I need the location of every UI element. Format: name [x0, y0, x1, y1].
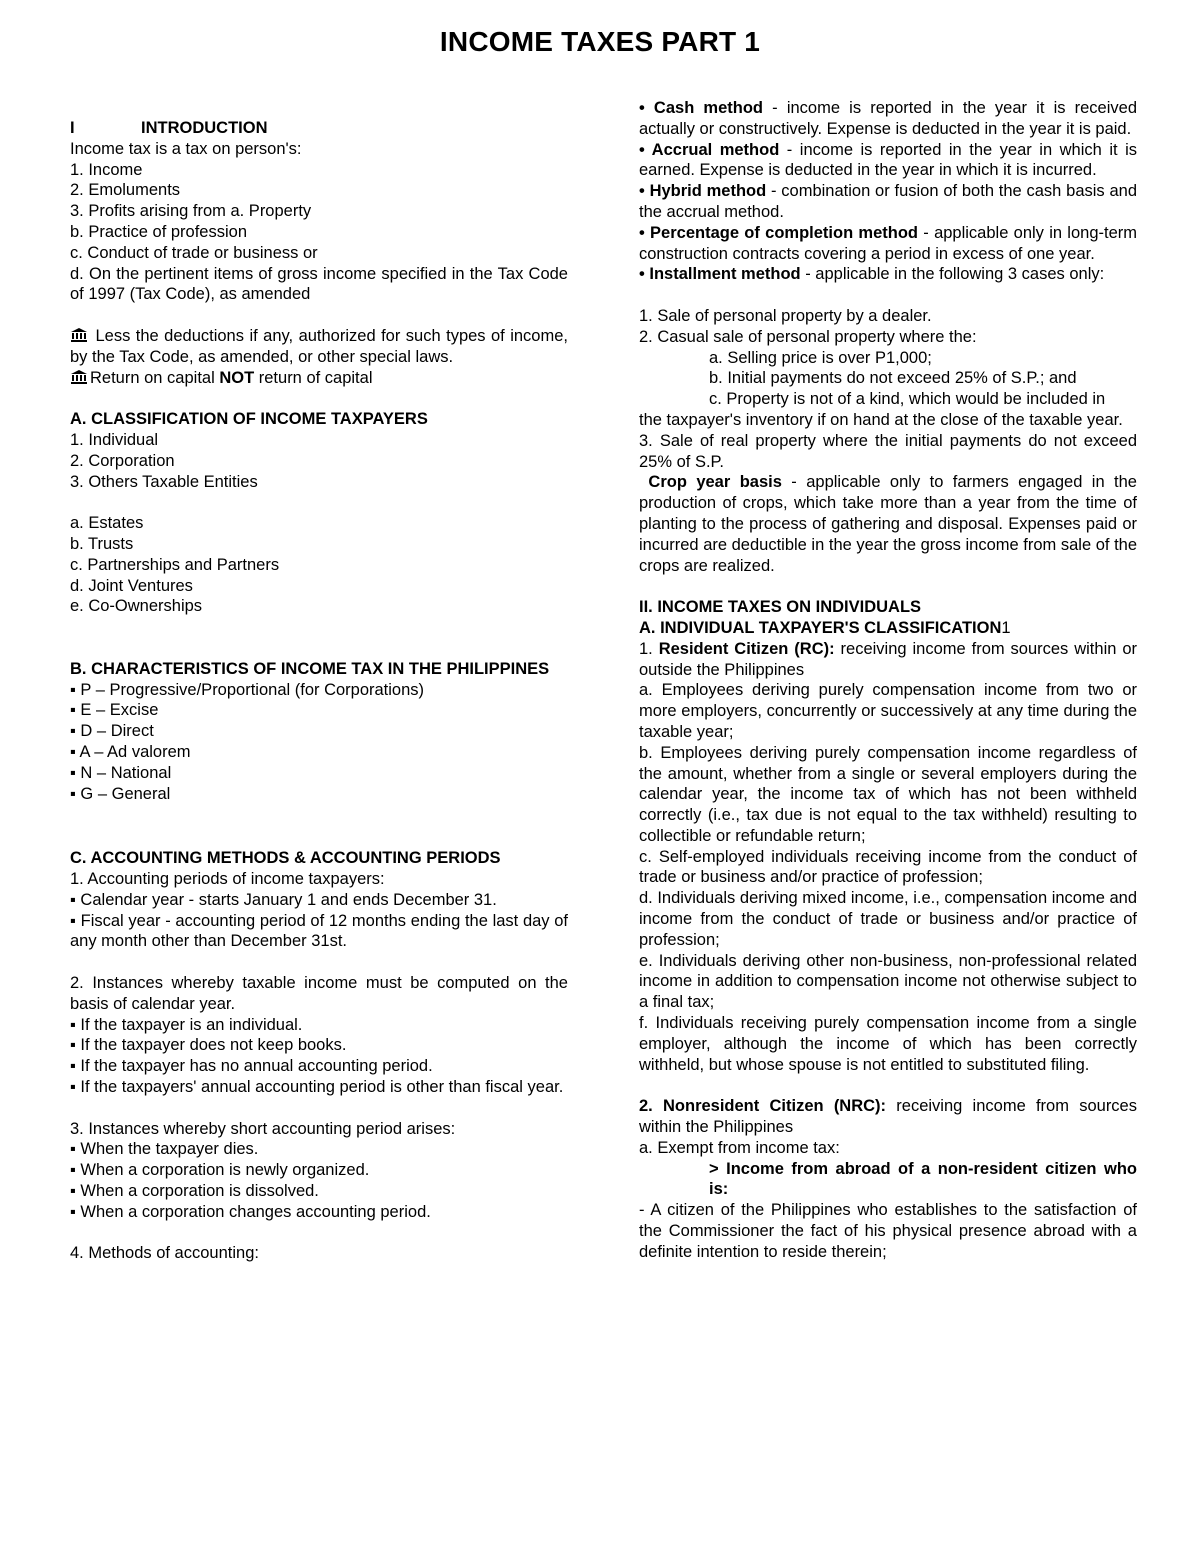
- list-item: ▪ When a corporation changes accounting period.: [70, 1202, 431, 1221]
- method-accrual: • Accrual method - income is reported in the year in which it is earned. Expense is deducted in the year in which it is incurred.: [639, 140, 1137, 180]
- list-item: b. Trusts: [70, 534, 134, 553]
- list-item: ▪ If the taxpayers' annual accounting period is other than fiscal year.: [70, 1078, 564, 1097]
- intro-line: 3. Profits arising from a. Property: [70, 202, 312, 221]
- nonresident-citizen: 2. Nonresident Citizen (NRC): receiving income from sources within the Philippines: [639, 1097, 1137, 1137]
- section-c-heading: C. ACCOUNTING METHODS & ACCOUNTING PERIODS: [70, 849, 501, 868]
- list-item: c. Partnerships and Partners: [70, 555, 280, 574]
- list-item: ▪ When a corporation is dissolved.: [70, 1182, 319, 1201]
- list-item: c. Self-employed individuals receiving income from the conduct of trade or business and/or practice of profession;: [639, 847, 1137, 887]
- list-item: a. Estates: [70, 514, 144, 533]
- list-item: f. Individuals receiving purely compensation income from a single employer, although the income of which has been correctly withheld, but whose spouse is not entitled to substituted filing.: [639, 1014, 1137, 1074]
- bank-icon: [70, 327, 90, 343]
- list-item: 2. Instances whereby taxable income must be computed on the basis of calendar year.: [70, 974, 568, 1013]
- list-item: ▪ N – National: [70, 763, 172, 782]
- intro-line: c. Conduct of trade or business or: [70, 243, 318, 262]
- list-item: ▪ When a corporation is newly organized.: [70, 1161, 370, 1180]
- list-item: 3. Sale of real property where the initial payments do not exceed 25% of S.P.: [639, 431, 1137, 471]
- list-item: ▪ P – Progressive/Proportional (for Corporations): [70, 680, 425, 699]
- document-title: INCOME TAXES PART 1: [439, 26, 761, 57]
- list-item: ▪ A – Ad valorem: [70, 742, 191, 761]
- list-item: ▪ If the taxpayer does not keep books.: [70, 1036, 347, 1055]
- list-item: c. Property is not of a kind, which would be included in: [709, 390, 1106, 409]
- intro-line: 1. Income: [70, 160, 143, 179]
- list-item: ▪ If the taxpayer has no annual accounting period.: [70, 1057, 433, 1076]
- list-item: 1. Individual: [70, 430, 159, 449]
- list-item: 1. Accounting periods of income taxpayers:: [70, 870, 385, 889]
- intro-number: I: [70, 119, 75, 137]
- right-column: [639, 98, 1137, 1263]
- list-item: 4. Methods of accounting:: [70, 1244, 259, 1263]
- list-item: a. Exempt from income tax:: [639, 1138, 840, 1157]
- footnote-mark: 1: [1001, 618, 1011, 637]
- list-item: 2. Casual sale of personal property where the:: [639, 327, 977, 346]
- method-installment: • Installment method - applicable in the following 3 cases only:: [639, 265, 1105, 284]
- list-item: - A citizen of the Philippines who establishes to the satisfaction of the Commissioner the fact of his physical presence abroad with a definite intention to reside therein;: [639, 1201, 1137, 1261]
- section-b-heading: B. CHARACTERISTICS OF INCOME TAX IN THE PHILIPPINES: [70, 659, 550, 678]
- list-item: ▪ Calendar year - starts January 1 and ends December 31.: [70, 890, 497, 909]
- list-item: b. Initial payments do not exceed 25% of S.P.; and: [709, 369, 1077, 388]
- income-from-abroad: > Income from abroad of a non-resident citizen who is:: [709, 1159, 1137, 1199]
- left-column: [70, 118, 568, 1264]
- method-cash: • Cash method - income is reported in the year it is received actually or constructively. Expense is deducted in the year it is paid.: [639, 99, 1138, 138]
- note-return-on-capital: Return on capital NOT return of capital: [70, 368, 568, 389]
- list-item: ▪ If the taxpayer is an individual.: [70, 1015, 303, 1034]
- list-item: the taxpayer's inventory if on hand at the close of the taxable year.: [639, 410, 1123, 429]
- list-item: 3. Others Taxable Entities: [70, 472, 258, 491]
- intro-line: Income tax is a tax on person's:: [70, 139, 302, 158]
- intro-title: INTRODUCTION: [141, 119, 268, 137]
- list-item: ▪ G – General: [70, 784, 171, 803]
- list-item: 1. Sale of personal property by a dealer.: [639, 306, 932, 325]
- resident-citizen: 1. Resident Citizen (RC): receiving income from sources within or outside the Philippines: [639, 639, 1138, 679]
- list-item: a. Selling price is over P1,000;: [709, 348, 932, 367]
- intro-line: 2. Emoluments: [70, 181, 181, 200]
- method-hybrid: • Hybrid method - combination or fusion of both the cash basis and the accrual method.: [639, 182, 1137, 221]
- list-item: ▪ Fiscal year - accounting period of 12 months ending the last day of any month other than December 31st.: [70, 911, 568, 951]
- list-item: ▪ E – Excise: [70, 701, 159, 720]
- list-item: 2. Corporation: [70, 451, 175, 470]
- list-item: ▪ D – Direct: [70, 722, 154, 741]
- list-item: ▪ When the taxpayer dies.: [70, 1140, 259, 1159]
- method-percentage: • Percentage of completion method - applicable only in long-term construction contracts covering a period in excess of one year.: [639, 223, 1138, 263]
- bank-icon: [70, 369, 90, 385]
- intro-heading: [70, 118, 568, 139]
- section-a-heading: A. CLASSIFICATION OF INCOME TAXPAYERS: [70, 410, 428, 429]
- intro-line: d. On the pertinent items of gross income specified in the Tax Code of 1997 (Tax Code), as amended: [70, 264, 568, 304]
- note-deductions-text: Less the deductions if any, authorized for such types of income, by the Tax Code, as amended, or other special laws.: [70, 326, 568, 366]
- list-item: 3. Instances whereby short accounting period arises:: [70, 1119, 456, 1138]
- list-item: e. Co-Ownerships: [70, 597, 203, 616]
- section-ii-heading: II. INCOME TAXES ON INDIVIDUALS: [639, 598, 922, 617]
- list-item: d. Individuals deriving mixed income, i.e., compensation income and income from the conduct of trade or business and/or practice of profession;: [639, 889, 1138, 949]
- crop-year-basis: Crop year basis - applicable only to farmers engaged in the production of crops, which take more than a year from the time of planting to the process of gathering and disposal. Expenses paid or incurred are deductible in the year the gross income from sale of the crops are realized.: [639, 473, 1138, 575]
- list-item: e. Individuals deriving other non-business, non-professional related income in addition to compensation income not otherwise subject to a final tax;: [639, 951, 1137, 1012]
- list-item: d. Joint Ventures: [70, 576, 193, 595]
- list-item: a. Employees deriving purely compensation income from two or more employers, concurrently or successively at any time during the taxable year;: [639, 681, 1137, 741]
- list-item: b. Employees deriving purely compensation income regardless of the amount, whether from a single or several employers during the calendar year, the income tax of which has not been withheld correctly (i.e., tax due is not equal to the tax withheld) resulting to collectible or refundable return;: [639, 743, 1137, 845]
- intro-line: b. Practice of profession: [70, 222, 248, 241]
- note-deductions: [70, 326, 568, 368]
- section-ii-a-heading: A. INDIVIDUAL TAXPAYER'S CLASSIFICATION1: [639, 618, 1011, 637]
